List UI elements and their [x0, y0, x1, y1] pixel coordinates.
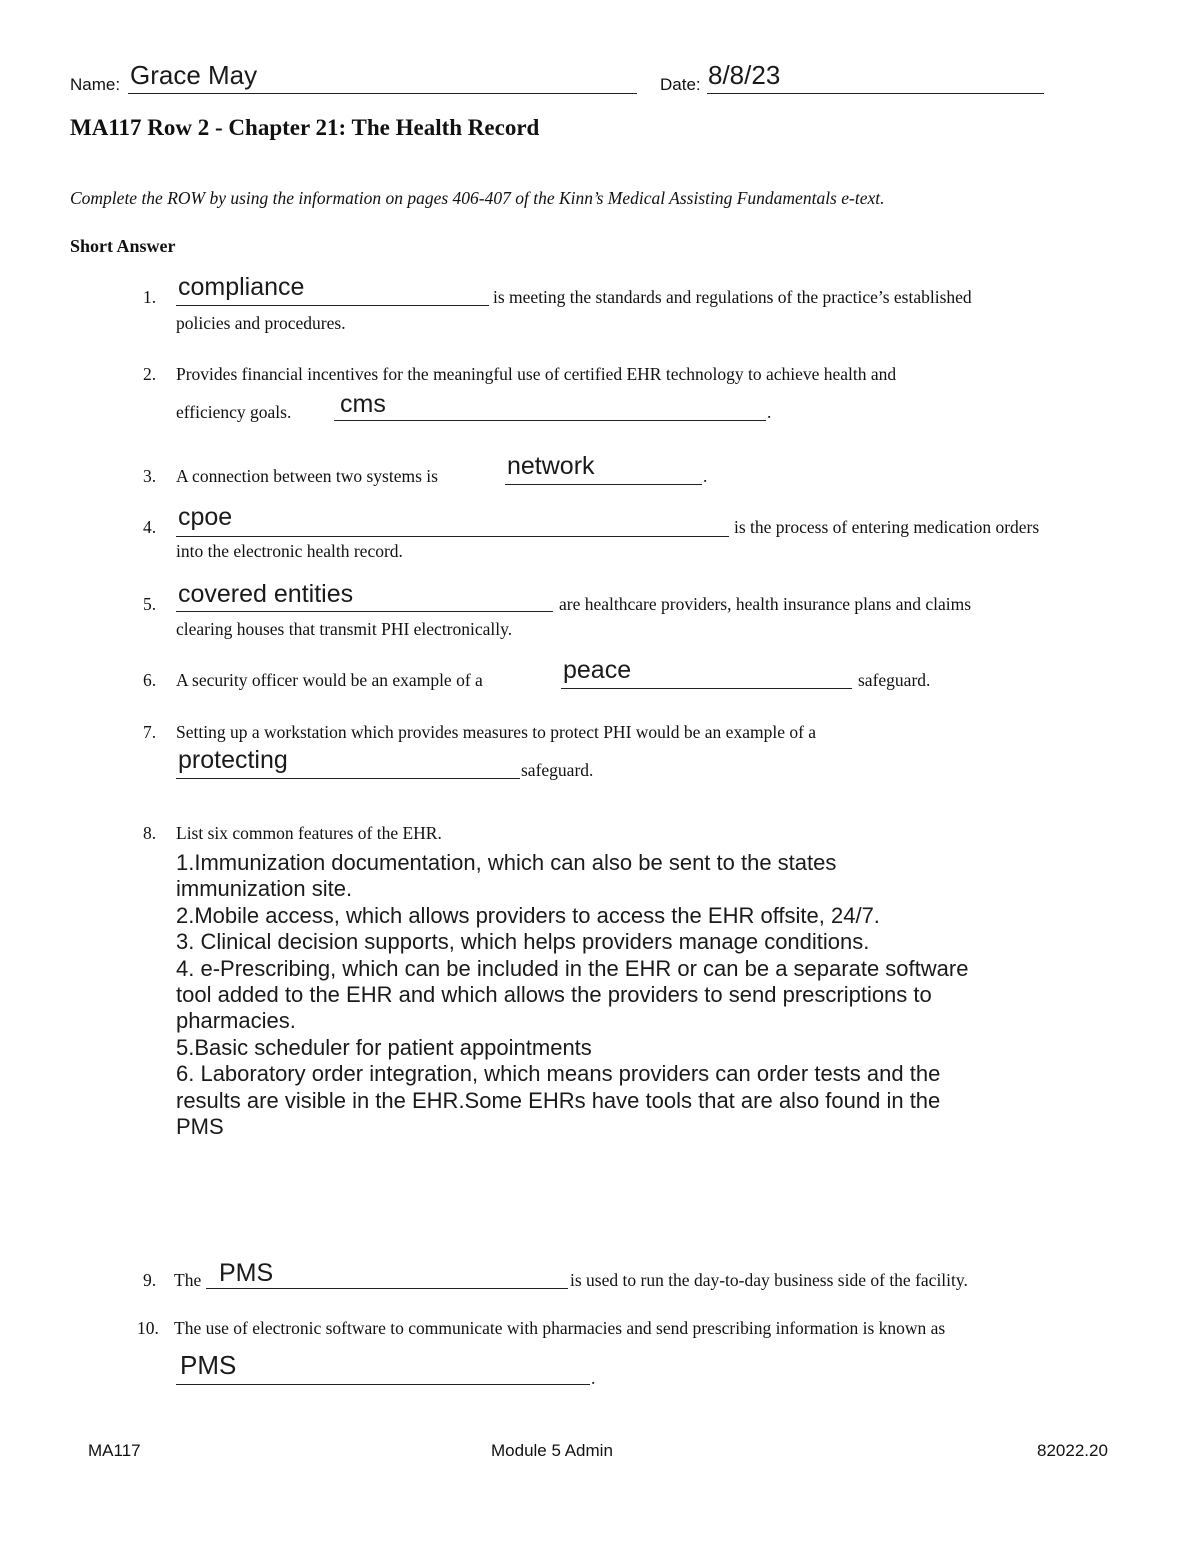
question-number-2: 2. [143, 364, 157, 384]
name-label: Name: [70, 75, 121, 94]
answer-3-underline [505, 484, 702, 485]
answer-5[interactable]: covered entities [178, 580, 354, 608]
answer-10[interactable]: PMS [180, 1350, 237, 1380]
question-number-9: 9. [143, 1270, 157, 1290]
section-heading: Short Answer [70, 236, 176, 256]
answer-1-underline [176, 305, 489, 306]
question-2-text-line2: efficiency goals. [176, 402, 292, 422]
question-number-3: 3. [143, 466, 157, 486]
answer-3[interactable]: network [507, 452, 595, 480]
question-8-text: List six common features of the EHR. [176, 823, 442, 843]
question-number-8: 8. [143, 823, 157, 843]
footer-left: MA117 [88, 1441, 141, 1460]
question-number-4: 4. [143, 517, 157, 537]
answer-10-underline [176, 1384, 590, 1385]
question-3-text: A connection between two systems is [176, 466, 438, 486]
question-5-text-line2: clearing houses that transmit PHI electronically. [176, 619, 513, 639]
instructions: Complete the ROW by using the information on pages 406-407 of the Kinn’s Medical Assisting Fundamentals e-text. [70, 188, 885, 208]
question-6-end: safeguard. [858, 670, 931, 690]
question-number-1: 1. [143, 287, 157, 307]
question-9-end: is used to run the day-to-day business side of the facility. [570, 1270, 968, 1290]
question-10-text: The use of electronic software to communicate with pharmacies and send prescribing information is known as [174, 1318, 946, 1338]
answer-6-underline [561, 688, 852, 689]
answer-7[interactable]: protecting [178, 746, 288, 774]
question-9-text: The [174, 1270, 202, 1290]
date-field[interactable]: 8/8/23 [708, 60, 781, 90]
footer-center: Module 5 Admin [491, 1441, 613, 1460]
answer-9-underline [206, 1288, 568, 1289]
question-3-end: . [703, 466, 708, 486]
page-title: MA117 Row 2 - Chapter 21: The Health Record [70, 115, 540, 140]
question-10-end: . [591, 1368, 596, 1388]
question-1-text-line2: policies and procedures. [176, 313, 346, 333]
question-number-6: 6. [143, 670, 157, 690]
answer-1[interactable]: compliance [178, 273, 305, 301]
answer-2-underline [334, 420, 766, 421]
question-4-text: is the process of entering medication orders [734, 517, 1040, 537]
question-number-7: 7. [143, 722, 157, 742]
answer-8[interactable]: 1.Immunization documentation, which can also be sent to the states immunization site. 2.Mobile access, which allows providers to access the EHR offsite, 24/7. 3. Clinical decision supports, which helps providers manage conditions. 4. e-Prescribing, which can be included in the EHR or can be a separate software tool added to the EHR and which allows the providers to send prescriptions to pharmacies. 5.Basic scheduler for patient appointments 6. Laboratory order integration, which means providers can order tests and the results are visible in the EHR.Some EHRs have tools that are also found in the PMS [176, 850, 969, 1140]
name-field[interactable]: Grace May [130, 60, 258, 90]
footer-right: 82022.20 [1037, 1441, 1108, 1460]
answer-2[interactable]: cms [340, 390, 386, 418]
question-1-text: is meeting the standards and regulations of the practice’s established [493, 287, 972, 307]
date-label: Date: [660, 75, 701, 94]
date-underline [707, 93, 1044, 94]
answer-4[interactable]: cpoe [178, 503, 233, 531]
name-underline [128, 93, 637, 94]
question-4-text-line2: into the electronic health record. [176, 541, 403, 561]
answer-5-underline [176, 611, 553, 612]
answer-9[interactable]: PMS [219, 1259, 274, 1287]
answer-4-underline [176, 536, 729, 537]
question-7-text: Setting up a workstation which provides measures to protect PHI would be an example of a [176, 722, 817, 742]
question-number-10: 10. [137, 1318, 159, 1338]
question-number-5: 5. [143, 594, 157, 614]
question-2-text: Provides financial incentives for the meaningful use of certified EHR technology to achieve health and [176, 364, 897, 384]
question-6-text: A security officer would be an example of a [176, 670, 483, 690]
question-5-text: are healthcare providers, health insurance plans and claims [559, 594, 972, 614]
answer-7-underline [176, 778, 520, 779]
question-2-end: . [767, 402, 772, 422]
answer-6[interactable]: peace [563, 656, 632, 684]
question-7-end: safeguard. [521, 760, 594, 780]
